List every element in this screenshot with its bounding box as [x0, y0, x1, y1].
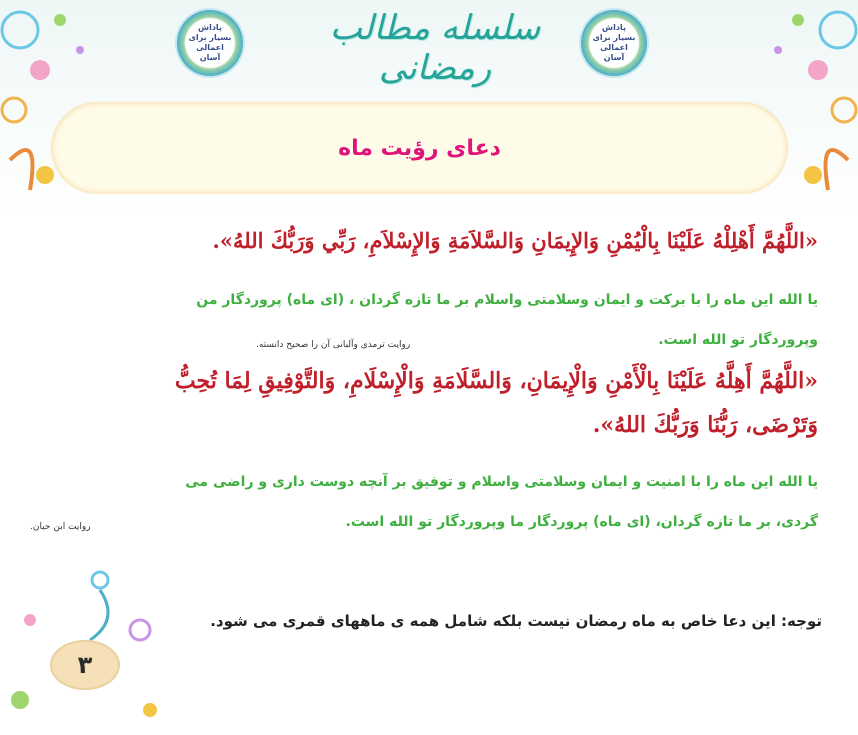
series-title: سلسله مطالب رمضانی — [329, 8, 541, 88]
dua1-source: روایت ترمذی وآلبانی آن را صحیح دانسته. — [256, 340, 411, 350]
dua2-persian-line1: یا الله این ماه را با امنیت و ایمان وسلامتی واسلام و توفیق بر آنچه دوست داری و راضی می — [185, 474, 818, 490]
dua2-source: روایت ابن حبان. — [30, 522, 91, 532]
dua2-arabic-line1: «اللَّهُمَّ أَهِلَّهُ عَلَيْنَا بِالْأَمْنِ وَالْإِيمَانِ، وَالسَّلَامَةِ وَالْإِسْلَامِ، وَالتَّوْفِيقِ لِمَا تُحِبُّ — [174, 368, 818, 394]
badge-left — [177, 10, 243, 76]
dua1-arabic: «اللَّهُمَّ أَهْلِلْهُ عَلَيْنَا بِالْيُمْنِ وَالإِيمَانِ وَالسَّلاَمَةِ وَالإِسْلاَمِ، رَبِّي وَرَبُّكَ اللهُ». — [212, 228, 818, 253]
note: توجه: این دعا خاص به ماه رمضان نیست بلکه شامل همه ی ماههای قمری می شود. — [210, 612, 822, 630]
badge-right-text: پاداش بسیار برای اعمالی آسان — [592, 23, 636, 62]
badge-right — [581, 10, 647, 76]
dua2-arabic-line2: وَتَرْضَى، رَبُّنَا وَرَبُّكَ اللهُ». — [592, 412, 818, 438]
title-box — [52, 103, 787, 193]
page-title: دعای رؤیت ماه — [338, 135, 501, 161]
dua1-persian-line2: وپروردگار تو الله است. — [658, 332, 818, 348]
dua2-persian-line2: گردی، بر ما تازه گردان، (ای ماه) پروردگار ما وپروردگار تو الله است. — [345, 514, 818, 530]
dua1-persian-line1: یا الله این ماه را با برکت و ایمان وسلامتی واسلام بر ما تازه گردان ، (ای ماه) پروردگار من — [196, 292, 818, 308]
page-number: ۳ — [50, 640, 120, 690]
badge-left-text: پاداش بسیار برای اعمالی آسان — [188, 23, 232, 62]
